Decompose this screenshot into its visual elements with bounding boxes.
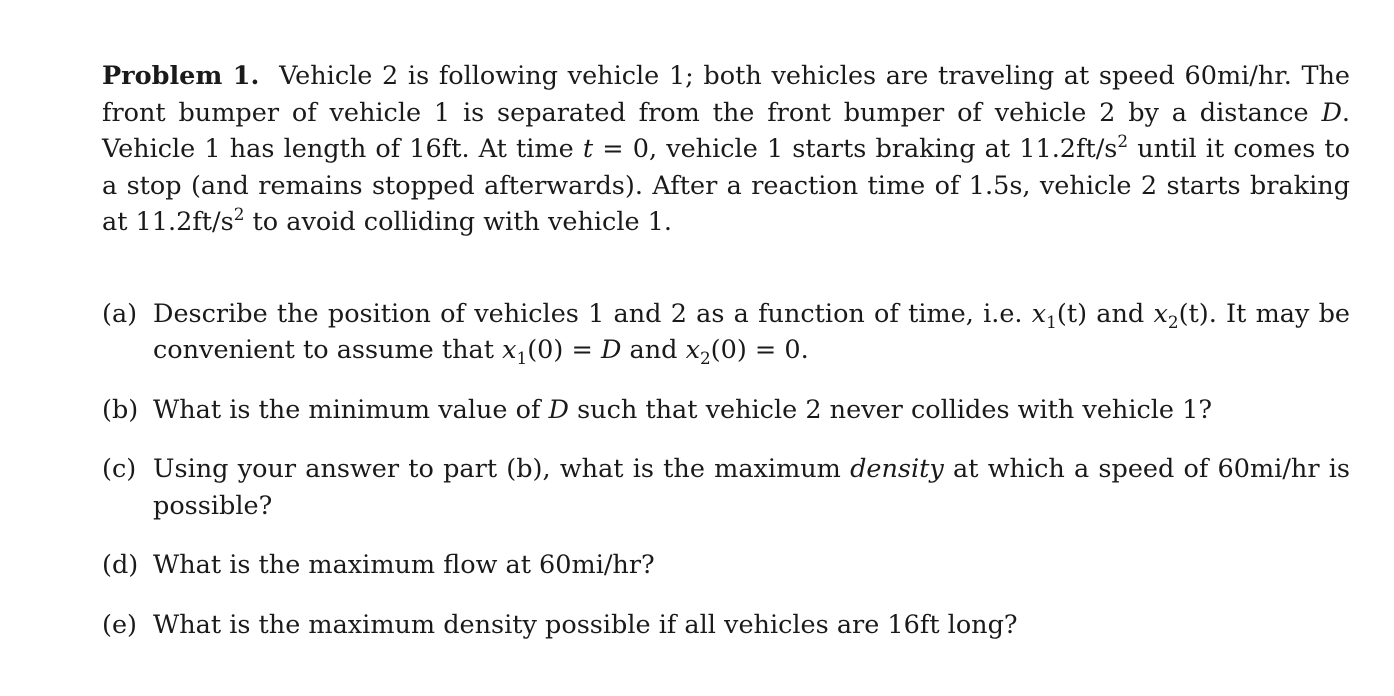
subscript: 1 xyxy=(516,348,528,369)
statement-text: to avoid colliding with vehicle 1. xyxy=(252,207,673,237)
math-D: D xyxy=(600,335,622,365)
parts-list xyxy=(102,296,1350,644)
part-d xyxy=(102,547,1350,584)
superscript-2: 2 xyxy=(233,203,245,224)
part-b xyxy=(102,392,1350,429)
math-arg: (0) = xyxy=(527,335,593,365)
problem-statement xyxy=(102,58,1350,241)
part-label: (a) xyxy=(102,298,138,329)
part-text: What is the maximum density possible if all vehicles are 16ft long? xyxy=(153,609,1018,640)
math-t: t xyxy=(582,134,594,164)
part-text: Describe the position of vehicles 1 and 2 as a function of time, i.e. xyxy=(153,298,1023,329)
math-x: x xyxy=(502,335,517,365)
math-D: D xyxy=(548,394,569,425)
subscript: 1 xyxy=(1046,311,1057,332)
math-x: x xyxy=(685,335,700,365)
part-text: and xyxy=(629,335,678,365)
statement-text: = 0, vehicle 1 starts braking at 11.2ft/s xyxy=(602,134,1118,164)
superscript-2: 2 xyxy=(1117,130,1129,151)
part-e xyxy=(102,607,1350,644)
part-c xyxy=(102,451,1350,524)
math-x: x xyxy=(1153,298,1168,329)
part-text: . It may be convenient to assume that xyxy=(153,298,1351,365)
part-label: (b) xyxy=(102,394,139,425)
problem-heading: Problem 1. xyxy=(102,61,260,91)
part-text: Using your answer to part (b), what is the maximum xyxy=(153,454,841,484)
math-arg: (0) = xyxy=(710,335,777,365)
part-text: What is the maximum flow at 60mi/hr? xyxy=(153,550,655,580)
statement-text: Vehicle 2 is following vehicle 1; both vehicles are traveling at speed 60mi/hr. The front bumper of vehicle 1 is separated from the front bumper of vehicle 2 by a distance xyxy=(102,61,1350,128)
math-arg: (t) xyxy=(1178,298,1209,329)
part-text: at which a speed of 60mi/hr is possible? xyxy=(153,454,1350,521)
part-a xyxy=(102,296,1350,369)
emphasis-density: density xyxy=(850,454,944,484)
statement-text: . Vehicle 1 has length of 16ft. At time xyxy=(102,97,1351,164)
part-text: 0. xyxy=(784,335,809,365)
part-text: such that vehicle 2 never collides with vehicle 1? xyxy=(577,394,1213,425)
math-arg: (t) xyxy=(1056,298,1088,329)
math-D: D xyxy=(1321,97,1342,128)
math-x: x xyxy=(1031,298,1047,329)
part-label: (c) xyxy=(102,454,137,484)
part-text: and xyxy=(1096,298,1145,329)
problem-document xyxy=(102,58,1350,666)
subscript: 2 xyxy=(1167,311,1179,332)
part-label: (d) xyxy=(102,550,139,580)
part-text: What is the minimum value of xyxy=(153,394,541,425)
statement-text: until it comes to a stop (and remains stopped afterwards). After a reaction time of 1.5s, vehicle 2 starts braking at 11.2ft/s xyxy=(102,134,1351,237)
subscript: 2 xyxy=(699,348,711,369)
part-label: (e) xyxy=(102,609,137,640)
